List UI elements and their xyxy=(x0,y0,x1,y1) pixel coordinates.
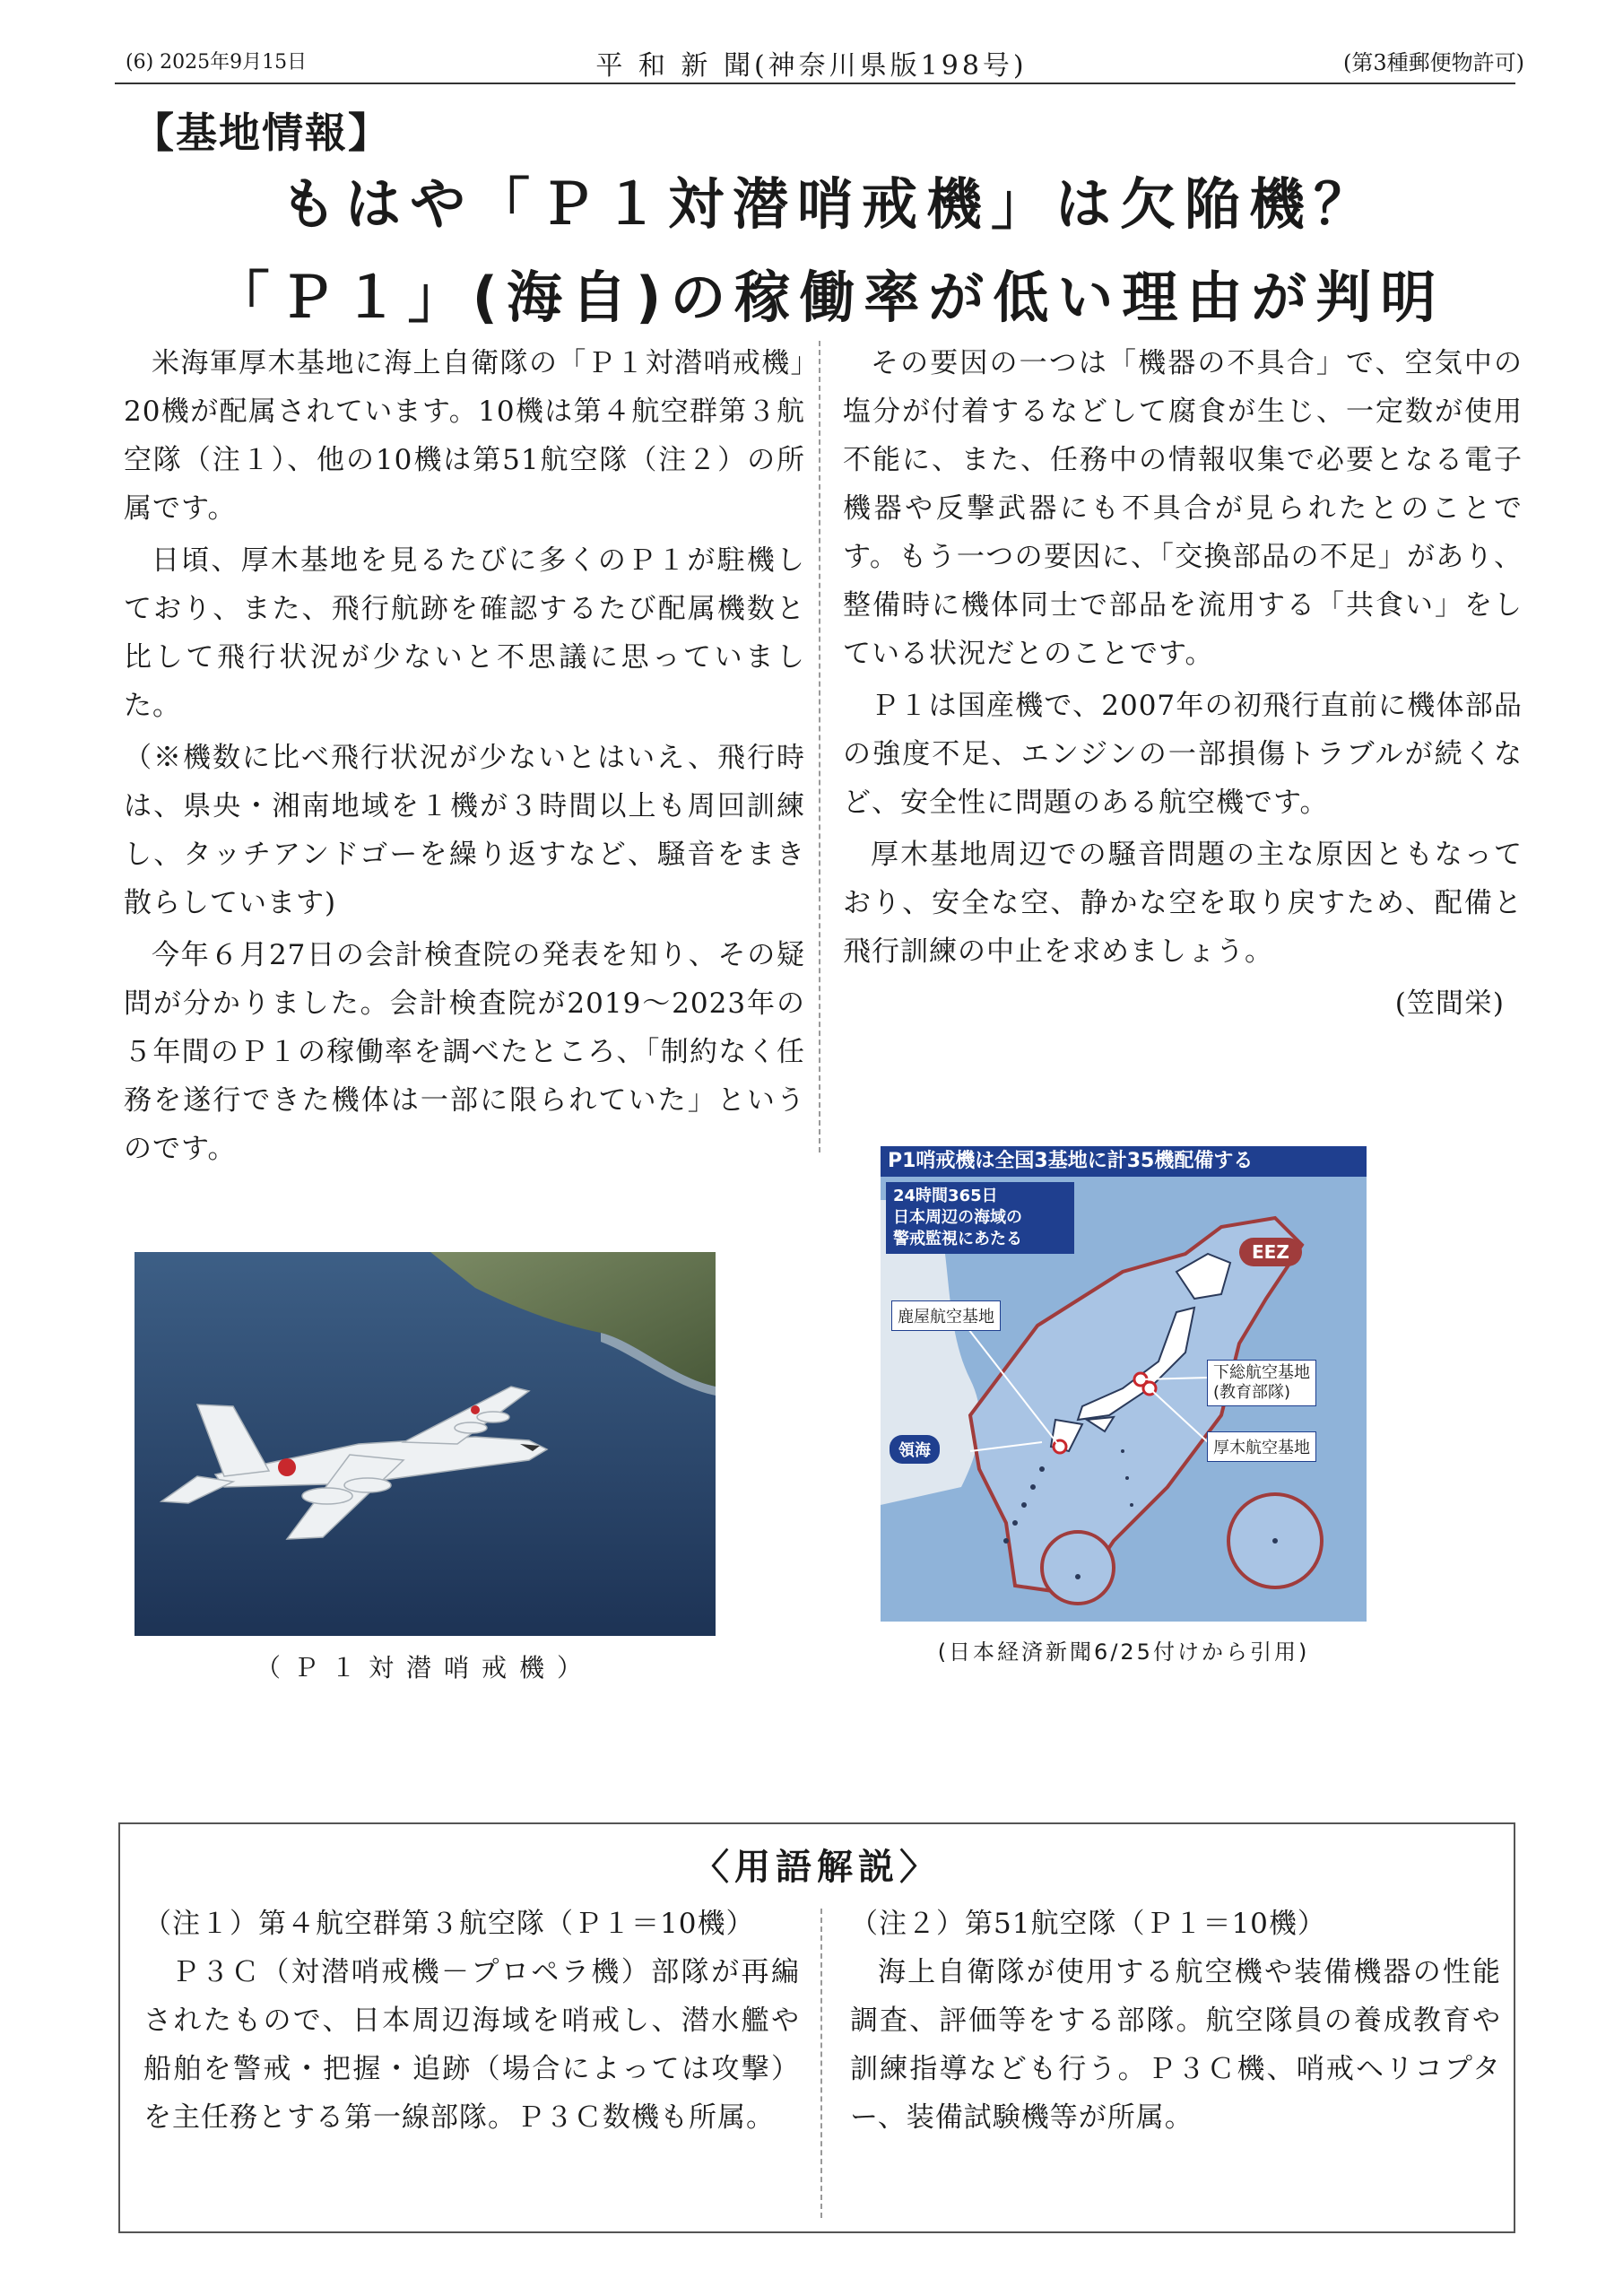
glossary-note-body: Ｐ３Ｃ（対潜哨戒機－プロペラ機）部隊が再編されたもので、日本周辺海域を哨戒し、潜水艦や船舶を警戒・把握・追跡（場合によっては攻撃）を主任務とする第一線部隊。Ｐ３Ｃ数機も所属。 xyxy=(143,1956,800,2134)
article-paragraph: 今年６月27日の会計検査院の発表を知り、その疑問が分かりました。会計検査院が2019～2023年の５年間のＰ１の稼働率を調べたところ、「制約なく任務を遂行できた機体は一部に限られていた」というのです。 xyxy=(124,939,805,1165)
glossary-divider xyxy=(820,1909,822,2218)
glossary-note-heading: （注１）第４航空群第３航空隊（Ｐ１＝10機） xyxy=(143,1908,755,1940)
section-tag: 【基地情報】 xyxy=(133,109,391,157)
article-paragraph: 米海軍厚木基地に海上自衛隊の「Ｐ１対潜哨戒機」20機が配属されています。10機は第４航空群第３航空隊（注１）、他の10機は第51航空隊（注２）の所属です。 xyxy=(124,347,805,525)
kanoya-base-label: 鹿屋航空基地 xyxy=(891,1300,1001,1331)
territorial-waters-label: 領海 xyxy=(890,1435,940,1464)
headline-line-1: もはや「Ｐ１対潜哨戒機」は欠陥機？ xyxy=(280,171,1378,237)
author-signature: (笠間栄) xyxy=(1394,987,1505,1020)
column-divider xyxy=(819,341,820,1152)
map-heading: P1哨戒機は全国3基地に計35機配備する xyxy=(881,1146,1367,1177)
shimofusa-base-name: 下総航空基地 xyxy=(1213,1363,1310,1382)
glossary-note-1 xyxy=(143,1900,800,2142)
deployment-map xyxy=(881,1146,1367,1622)
postal-permit: (第3種郵便物許可) xyxy=(1343,50,1524,75)
header-rule xyxy=(115,83,1515,84)
map-subnote-line: 警戒監視にあたる xyxy=(893,1230,1022,1248)
glossary-note-heading: （注２）第51航空隊（Ｐ１＝10機） xyxy=(850,1908,1326,1940)
article-paragraph: Ｐ１は国産機で、2007年の初飛行直前に機体部品の強度不足、エンジンの一部損傷トラブルが続くなど、安全性に問題のある航空機です。 xyxy=(843,690,1523,819)
shimofusa-base-label xyxy=(1207,1360,1316,1406)
map-subnote-line: 24時間365日 xyxy=(893,1187,998,1205)
article-right-column xyxy=(843,339,1523,1028)
map-subnote-line: 日本周辺の海域の xyxy=(893,1208,1022,1227)
glossary-note-2 xyxy=(850,1900,1501,2142)
photo-caption: （Ｐ１対潜哨戒機） xyxy=(255,1653,595,1683)
glossary-note-body: 海上自衛隊が使用する航空機や装備機器の性能調査、評価等をする部隊。航空隊員の養成教育や訓練指導なども行う。Ｐ３Ｃ機、哨戒ヘリコプター、装備試験機等が所属。 xyxy=(850,1956,1501,2134)
glossary-title: 〈用語解説〉 xyxy=(693,1847,941,1888)
article-left-column xyxy=(124,339,805,1177)
aircraft-photo-image xyxy=(135,1252,716,1636)
issue-date: (6) 2025年9月15日 xyxy=(126,51,308,74)
map-caption: (日本経済新聞6/25付けから引用) xyxy=(937,1639,1310,1665)
article-paragraph: 厚木基地周辺での騒音問題の主な原因ともなっており、安全な空、静かな空を取り戻すため、配備と飛行訓練の中止を求めましょう。 xyxy=(843,839,1523,968)
masthead: 平 和 新 聞(神奈川県版198号) xyxy=(595,50,1028,82)
headline-line-2: 「Ｐ１」(海自)の稼働率が低い理由が判明 xyxy=(213,265,1445,330)
article-paragraph-note: （※機数に比べ飛行状況が少ないとはいえ、飛行時は、県央・湘南地域を１機が３時間以上も周回訓練し、タッチアンドゴーを繰り返すなど、騒音をまき散らしています) xyxy=(124,742,805,919)
map-subnote xyxy=(886,1182,1074,1254)
atsugi-base-label: 厚木航空基地 xyxy=(1207,1431,1316,1462)
article-paragraph: その要因の一つは「機器の不具合」で、空気中の塩分が付着するなどして腐食が生じ、一定数が使用不能に、また、任務中の情報収集で必要となる電子機器や反撃武器にも不具合が見られたとのことです。もう一つの要因に、「交換部品の不足」があり、整備時に機体同士で部品を流用する「共食い」をしている状況だとのことです。 xyxy=(843,347,1523,670)
eez-label: EEZ xyxy=(1239,1238,1302,1266)
article-paragraph: 日頃、厚木基地を見るたびに多くのＰ１が駐機しており、また、飛行航跡を確認するたび配属機数と比して飛行状況が少ないと不思議に思っていました。 xyxy=(124,544,805,722)
p1-aircraft-photo xyxy=(135,1252,716,1636)
shimofusa-base-note: (教育部隊) xyxy=(1213,1383,1291,1402)
